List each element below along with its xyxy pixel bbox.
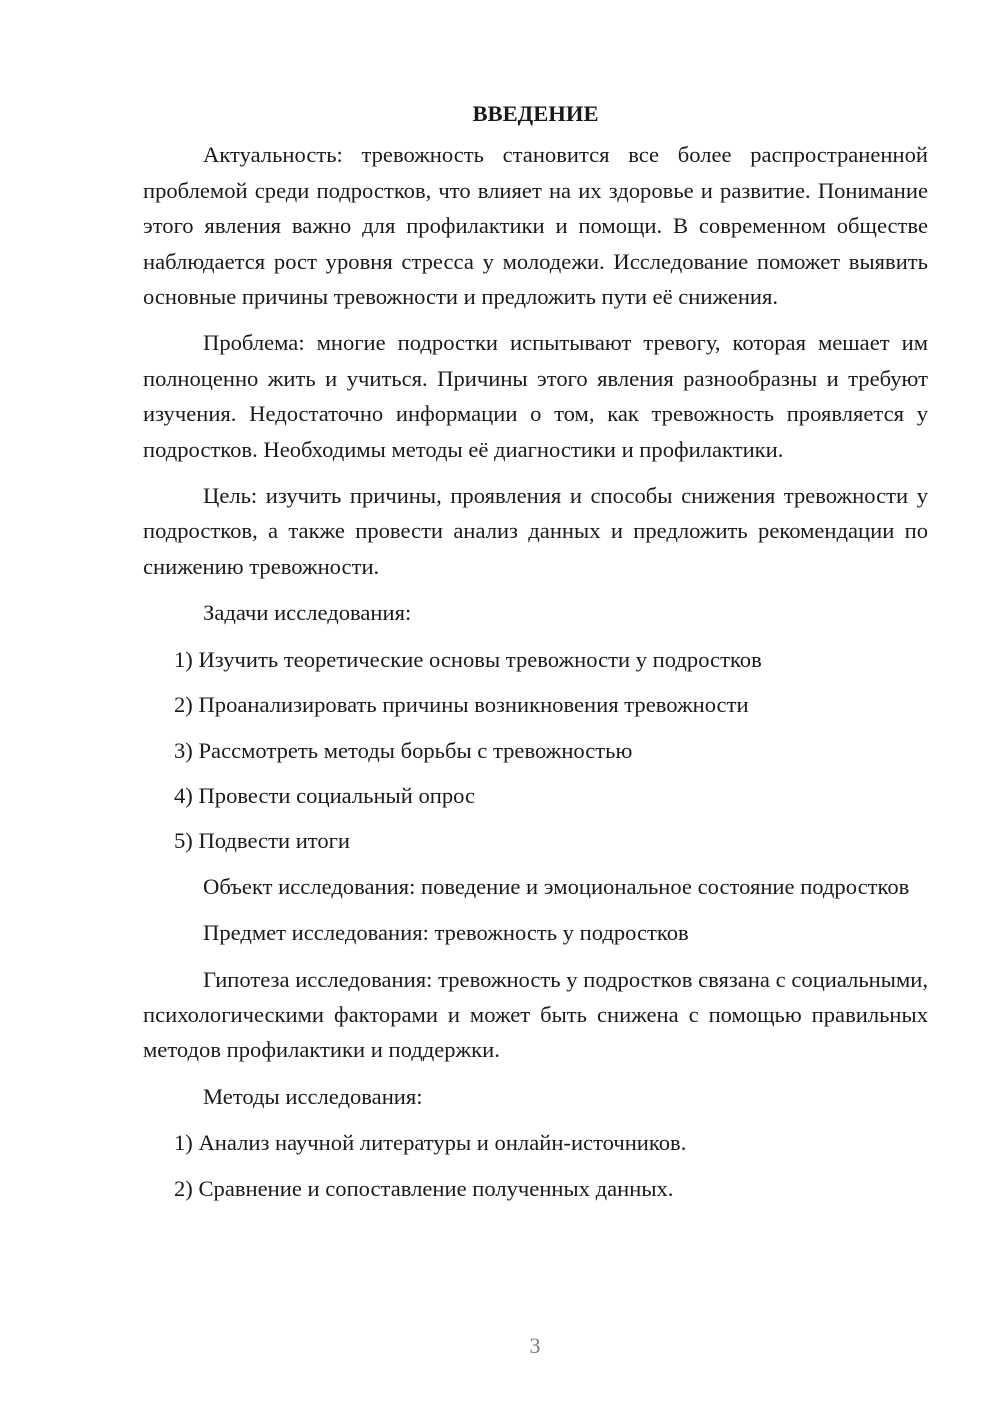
methods-list — [143, 1125, 928, 1206]
page-content — [143, 96, 928, 1216]
paragraph-relevance: Актуальность: тревожность становится все более распространенной проблемой среди подростков, что влияет на их здоровье и развитие. Понимание этого явления важно для профилактики и помощи. В современном обществе наблюдается рост уровня стресса у молодежи. Исследование поможет выявить основные причины тревожности и предложить пути её снижения. — [143, 142, 928, 310]
list-item: 2) Сравнение и сопоставление полученных данных. — [174, 1175, 674, 1201]
tasks-title: Задачи исследования: — [203, 600, 412, 626]
paragraph-subject: Предмет исследования: тревожность у подростков — [203, 920, 689, 946]
list-item: 3) Рассмотреть методы борьбы с тревожностью — [174, 737, 633, 763]
paragraph-goal: Цель: изучить причины, проявления и способы снижения тревожности у подростков, а также провести анализ данных и предложить рекомендации по снижению тревожности. — [143, 483, 928, 579]
section-heading: ВВЕДЕНИЕ — [472, 101, 599, 126]
page-number: 3 — [529, 1333, 541, 1358]
list-item: 4) Провести социальный опрос — [174, 782, 476, 808]
list-item: 2) Проанализировать причины возникновения тревожности — [174, 692, 749, 718]
list-item: 1) Анализ научной литературы и онлайн-источников. — [174, 1130, 687, 1156]
methods-title: Методы исследования: — [203, 1083, 423, 1109]
list-item: 1) Изучить теоретические основы тревожности у подростков — [174, 646, 762, 672]
tasks-list — [143, 642, 928, 859]
paragraph-hypothesis: Гипотеза исследования: тревожность у подростков связана с социальными, психологическими факторами и может быть снижена с помощью правильных методов профилактики и поддержки. — [143, 966, 928, 1063]
paragraph-object: Объект исследования: поведение и эмоциональное состояние подростков — [203, 873, 910, 899]
paragraph-problem: Проблема: многие подростки испытывают тревогу, которая мешает им полноценно жить и учиться. Причины этого явления разнообразны и требуют изучения. Недостаточно информации о том, как тревожность проявляется у подростков. Необходимы методы её диагностики и профилактики. — [143, 330, 928, 462]
list-item: 5) Подвести итоги — [174, 828, 351, 854]
